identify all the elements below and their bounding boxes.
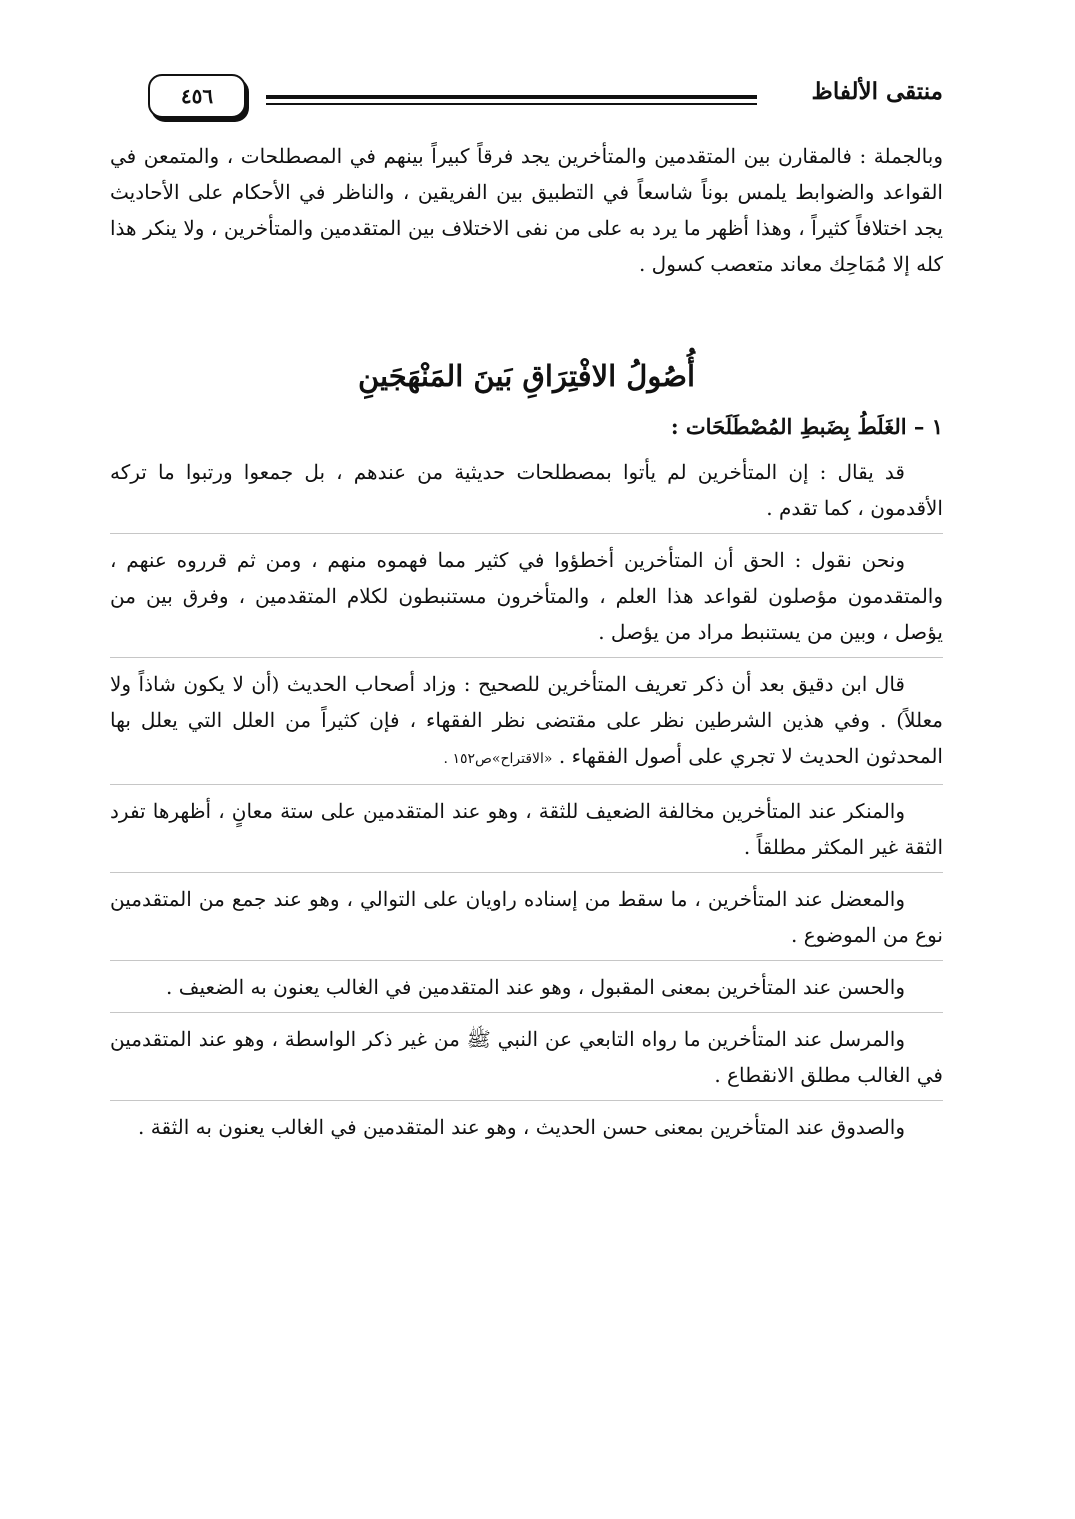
- page-header: [148, 74, 943, 128]
- paragraph-3: [110, 666, 943, 785]
- intro-paragraph: وبالجملة : فالمقارن بين المتقدمين والمتأخرين يجد فرقاً كبيراً بينهم في المصطلحات ، والمتمعن في القواعد والضوابط يلمس بوناً شاسعاً في التطبيق بين الفريقين ، والناظر في الأحكام على الأحاديث يجد اختلافاً كثيراً ، وهذا أظهر ما يرد به على من نفى الاختلاف بين المتقدمين والمتأخرين ، ولا ينكر هذا كله إلا مُمَاحِك معاند متعصب كسول .: [110, 144, 943, 276]
- paragraph-4: والمنكر عند المتأخرين مخالفة الضعيف للثقة ، وهو عند المتقدمين على ستة معانٍ ، أظهرها تفرد الثقة غير المكثر مطلقاً .: [110, 793, 943, 873]
- header-rule-thick: [266, 95, 757, 99]
- paragraph-5: والمعضل عند المتأخرين ، ما سقط من إسناده راويان على التوالي ، وهو عند جمع من المتقدمين نوع من الموضوع .: [110, 881, 943, 961]
- page-content: [110, 138, 943, 1160]
- paragraph-3-text: قال ابن دقيق بعد أن ذكر تعريف المتأخرين للصحيح : وزاد أصحاب الحديث (أن لا يكون شاذاً ولا معللاً) . وفي هذين الشرطين نظر على مقتضى نظر الفقهاء ، فإن كثيراً من العلل التي يعلل بها المحدثون الحديث لا تجري على أصول الفقهاء .: [110, 672, 943, 768]
- page-number-frame: [148, 74, 246, 118]
- section-heading: أُصُولُ الافْتِرَاقِ بَينَ المَنْهَجَينِ: [357, 359, 695, 393]
- book-title: منتقى الألفاظ: [811, 78, 943, 105]
- paragraph-2: ونحن نقول : الحق أن المتأخرين أخطؤوا في كثير مما فهموه منهم ، ومن ثم قرروه عنهم ، والمتقدمون مؤصلون لقواعد هذا العلم ، والمتأخرون مستنبطون لكلام المتقدمين ، وفرق بين من يؤصل ، وبين من يستنبط مراد من يؤصل .: [110, 542, 943, 658]
- paragraph-6: والحسن عند المتأخرين بمعنى المقبول ، وهو عند المتقدمين في الغالب يعنون به الضعيف .: [110, 969, 943, 1013]
- subsection-heading: ١ – الغَلَطُ بِضَبطِ المُصْطَلَحَات :: [670, 414, 943, 439]
- paragraph-8: والصدوق عند المتأخرين بمعنى حسن الحديث ، وهو عند المتقدمين في الغالب يعنون به الثقة .: [138, 1115, 905, 1139]
- header-rule-thin: [266, 103, 757, 105]
- source-reference: «الاقتراح»ص١٥٢ .: [443, 751, 553, 767]
- header-rule: [266, 95, 757, 105]
- section-spacer: [110, 282, 943, 352]
- paragraph-7: والمرسل عند المتأخرين ما رواه التابعي عن النبي ﷺ من غير ذكر الواسطة ، وهو عند المتقدمين في الغالب مطلق الانقطاع .: [110, 1021, 943, 1101]
- paragraph-1: قد يقال : إن المتأخرين لم يأتوا بمصطلحات حديثية من عندهم ، بل جمعوا ورتبوا ما تركه الأقدمون ، كما تقدم .: [110, 454, 943, 534]
- page-number: ٤٥٦: [180, 84, 214, 108]
